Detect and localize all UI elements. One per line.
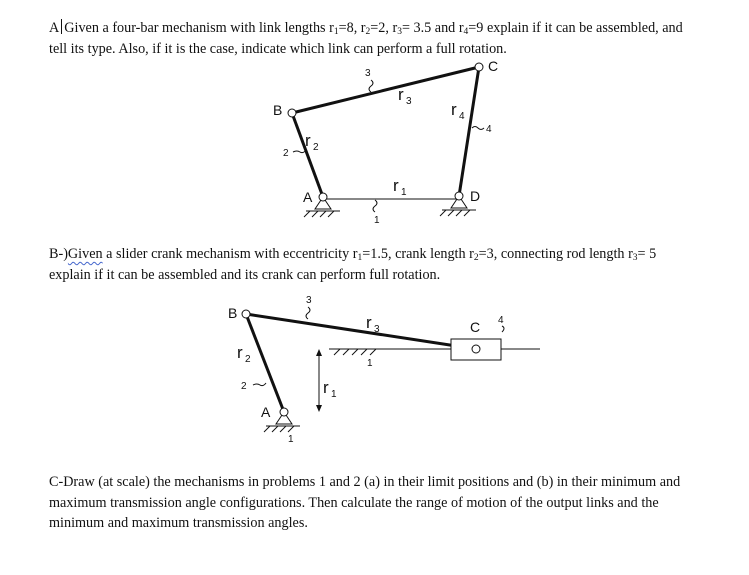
number-3: 3 <box>365 68 371 79</box>
crank-link-r2 <box>246 314 284 412</box>
joint-b <box>288 109 296 117</box>
joint-d <box>455 192 463 200</box>
label-c: C <box>470 319 481 335</box>
label-b: B <box>273 102 283 118</box>
arrow-up <box>316 349 322 356</box>
label-c: C <box>488 58 499 74</box>
leader-2 <box>253 383 266 386</box>
joint-b <box>242 310 250 318</box>
svg-text:2: 2 <box>245 354 251 365</box>
problem-c-line-2: maximum transmission angle configurations. Then calculate the range of motion of the output links and the <box>49 494 659 511</box>
number-3: 3 <box>306 295 312 306</box>
joint-a <box>280 408 288 416</box>
arrow-down <box>316 405 322 412</box>
joint-a <box>319 193 327 201</box>
label-r2: r <box>237 343 243 362</box>
leader-3 <box>369 80 373 92</box>
number-1-guide: 1 <box>367 358 373 369</box>
label-r4: r <box>451 100 457 119</box>
rocker-link-r4 <box>459 67 479 196</box>
four-bar-labels <box>273 58 498 226</box>
spellcheck-word: Given <box>67 246 103 262</box>
svg-text:1: 1 <box>331 389 337 400</box>
leader-4 <box>472 127 484 130</box>
guide-hatching <box>334 349 376 355</box>
problem-c-line-1: C-Draw (at scale) the mechanisms in problems 1 and 2 (a) in their limit positions and (b) in their minimum and <box>49 474 681 490</box>
leader-3 <box>306 307 310 319</box>
problem-c-line-3: minimum and maximum transmission angles. <box>49 515 308 531</box>
label-r2: r <box>305 131 311 150</box>
svg-text:3: 3 <box>374 324 380 335</box>
problem-a-line-1: A Given a four-bar mechanism with link lengths $r_1=8$, $r_2=2$, $r_3= 3.5$ and $r_4=9$ explain if it can be assembled, and <box>49 20 683 37</box>
leader-1 <box>373 200 377 212</box>
problem-b-label: B <box>49 246 59 262</box>
label-r1: r <box>323 378 329 397</box>
problem-b-line-1: B-)Given a slider crank mechanism with eccentricity $r_1=1.5$, crank length $r_2=3$, connecting rod length $r_3= 5$ <box>49 246 657 263</box>
joint-c <box>475 63 483 71</box>
slider-crank-diagram <box>242 307 540 432</box>
label-b: B <box>228 305 238 321</box>
svg-text:1: 1 <box>401 187 407 198</box>
leader-2 <box>293 150 306 153</box>
label-r3: r <box>398 85 404 104</box>
joint-c <box>472 345 480 353</box>
number-2: 2 <box>283 148 289 159</box>
svg-text:2: 2 <box>313 142 319 153</box>
connecting-rod-r3 <box>246 314 476 349</box>
number-4: 4 <box>498 315 504 326</box>
crank-link-r2 <box>292 113 323 197</box>
number-1-ground: 1 <box>288 434 294 445</box>
svg-text:4: 4 <box>459 111 465 122</box>
number-1: 1 <box>374 215 380 226</box>
label-d: D <box>470 188 481 204</box>
number-4: 4 <box>486 124 492 135</box>
problem-a-label: A <box>49 20 60 36</box>
svg-text:3: 3 <box>406 96 412 107</box>
label-r1: r <box>393 176 399 195</box>
four-bar-diagram <box>288 63 484 217</box>
problem-b-line-2: explain if it can be assembled and its crank can perform full rotation. <box>49 266 441 283</box>
leader-4 <box>502 326 504 332</box>
problem-a-line-2: tell its type. Also, if it is the case, indicate which link can perform a full rotation. <box>49 40 507 57</box>
label-a: A <box>261 404 271 420</box>
label-r3: r <box>366 313 372 332</box>
label-a: A <box>303 189 313 205</box>
number-2: 2 <box>241 381 247 392</box>
